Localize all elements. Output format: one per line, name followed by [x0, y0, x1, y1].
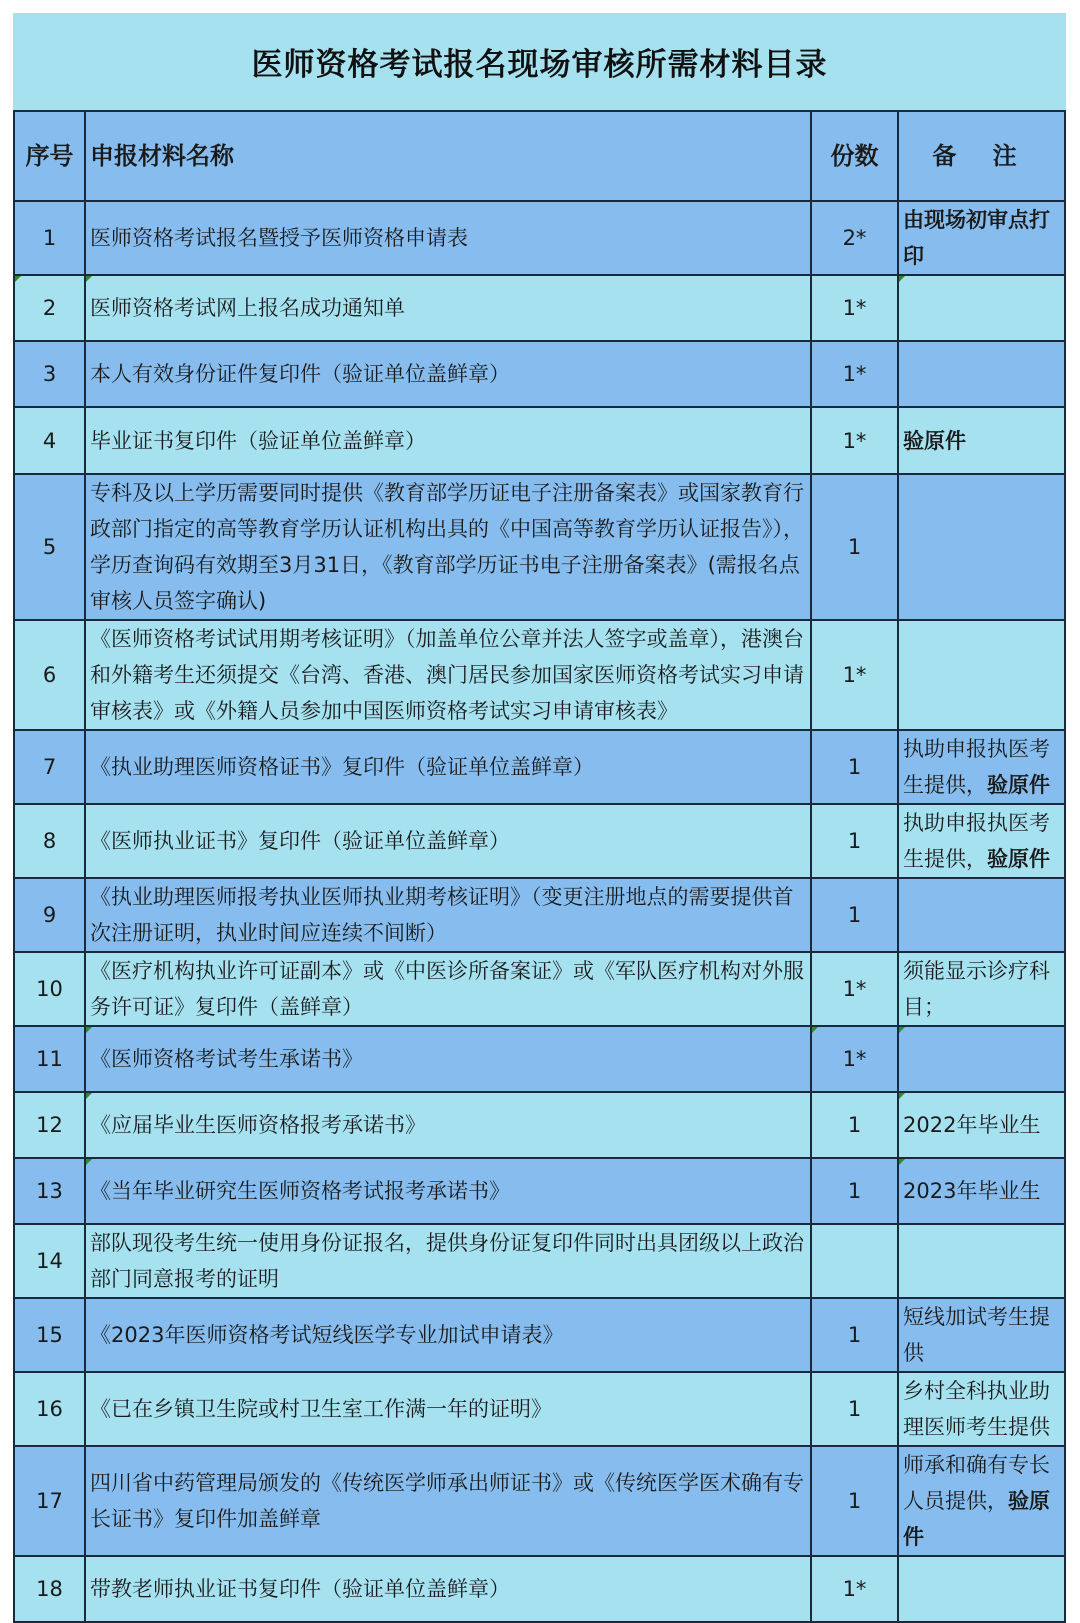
materials-table — [13, 110, 1066, 1623]
material-name-text: 《执业助理医师资格证书》复印件（验证单位盖鲜章） — [90, 755, 594, 779]
copies-count-text: 1* — [842, 663, 867, 687]
table-row — [14, 1158, 1065, 1224]
copies-count-text: 1 — [847, 1179, 862, 1203]
row-number-text: 1 — [42, 226, 57, 250]
copies-count — [811, 804, 898, 878]
copies-count-text: 1* — [842, 1047, 867, 1071]
copies-count — [811, 1092, 898, 1158]
copies-count-text: 1 — [847, 1397, 862, 1421]
remark — [898, 952, 1065, 1026]
row-number — [14, 201, 85, 275]
row-number-text: 2 — [42, 296, 57, 320]
copies-count-text: 1 — [847, 1113, 862, 1137]
material-name — [85, 275, 811, 341]
row-number — [14, 952, 85, 1026]
row-number-text: 5 — [42, 535, 57, 559]
copies-count — [811, 1372, 898, 1446]
material-name — [85, 1158, 811, 1224]
material-name-text: 医师资格考试报名暨授予医师资格申请表 — [90, 226, 468, 250]
remark — [898, 1026, 1065, 1092]
copies-count — [811, 1556, 898, 1622]
row-number-text: 12 — [36, 1113, 63, 1137]
remark — [898, 341, 1065, 407]
remark — [898, 804, 1065, 878]
material-name — [85, 952, 811, 1026]
material-name-text: 《应届毕业生医师资格报考承诺书》 — [90, 1113, 426, 1137]
row-number-text: 9 — [42, 903, 57, 927]
remark — [898, 275, 1065, 341]
material-name — [85, 1026, 811, 1092]
copies-count — [811, 620, 898, 730]
material-name-text: 《2023年医师资格考试短线医学专业加试申请表》 — [90, 1323, 564, 1347]
remark — [898, 1092, 1065, 1158]
material-name-text: 专科及以上学历需要同时提供《教育部学历证电子注册备案表》或国家教育行政部门指定的高等教育学历认证机构出具的《中国高等教育学历认证报告》），学历查询码有效期至3月31日，《教育部学历证书电子注册备案表》(需报名点审核人员签字确认) — [90, 481, 804, 613]
material-name-text: 毕业证书复印件（验证单位盖鲜章） — [90, 428, 426, 453]
table-row — [14, 1224, 1065, 1298]
copies-count-text: 1 — [847, 1323, 862, 1347]
material-name — [85, 1446, 811, 1556]
remark-text: 短线加试考生提供 — [903, 1305, 1050, 1365]
copies-count-text: 2* — [842, 226, 867, 250]
header-note-label: 备 注 — [932, 142, 1031, 170]
remark — [898, 1372, 1065, 1446]
material-name-text: 《执业助理医师报考执业医师执业期考核证明》（变更注册地点的需要提供首次注册证明，执业时间应连续不间断） — [90, 885, 794, 945]
row-number — [14, 1026, 85, 1092]
header-name: 申报材料名称 — [85, 111, 811, 201]
row-number — [14, 730, 85, 804]
copies-count — [811, 730, 898, 804]
table-row — [14, 201, 1065, 275]
remark-emphasis: 验原件 — [987, 773, 1050, 797]
row-number — [14, 1556, 85, 1622]
remark-text: 师承和确有专长人员提供， — [903, 1453, 1050, 1513]
material-name-text: 《医师资格考试试用期考核证明》（加盖单位公章并法人签字或盖章），港澳台和外籍考生还须提交《台湾、香港、澳门居民参加国家医师资格考试实习申请审核表》或《外籍人员参加中国医师资格考试实习申请审核表》 — [90, 627, 804, 723]
row-number-text: 18 — [36, 1577, 63, 1601]
material-name — [85, 804, 811, 878]
copies-count — [811, 407, 898, 474]
material-name — [85, 1298, 811, 1372]
row-number — [14, 474, 85, 620]
row-number — [14, 1298, 85, 1372]
material-name — [85, 730, 811, 804]
table-body — [14, 201, 1065, 1622]
table-row — [14, 1446, 1065, 1556]
remark — [898, 1158, 1065, 1224]
copies-count-text: 1* — [842, 1577, 867, 1601]
table-row — [14, 407, 1065, 474]
row-number — [14, 1446, 85, 1556]
material-name — [85, 878, 811, 952]
copies-count — [811, 1026, 898, 1092]
remark-text: 执助申报执医考生提供， — [903, 811, 1050, 871]
remark — [898, 620, 1065, 730]
copies-count — [811, 474, 898, 620]
remark — [898, 1224, 1065, 1298]
remark — [898, 1556, 1065, 1622]
row-number — [14, 1224, 85, 1298]
material-name — [85, 474, 811, 620]
copies-count — [811, 1224, 898, 1298]
table-row — [14, 878, 1065, 952]
material-name — [85, 1092, 811, 1158]
table-row — [14, 1026, 1065, 1092]
row-number — [14, 407, 85, 474]
table-row — [14, 804, 1065, 878]
row-number-text: 11 — [36, 1047, 63, 1071]
row-number — [14, 804, 85, 878]
row-number — [14, 878, 85, 952]
remark — [898, 474, 1065, 620]
material-name-text: 带教老师执业证书复印件（验证单位盖鲜章） — [90, 1577, 510, 1601]
table-row — [14, 474, 1065, 620]
material-name — [85, 620, 811, 730]
table-row — [14, 730, 1065, 804]
material-name-text: 《已在乡镇卫生院或村卫生室工作满一年的证明》 — [90, 1397, 552, 1421]
material-name — [85, 1556, 811, 1622]
table-row — [14, 952, 1065, 1026]
row-number-text: 7 — [42, 755, 57, 779]
table-row — [14, 341, 1065, 407]
row-number-text: 4 — [42, 428, 57, 453]
material-name-text: 《医师执业证书》复印件（验证单位盖鲜章） — [90, 829, 510, 853]
copies-count — [811, 1158, 898, 1224]
copies-count-text: 1* — [842, 977, 867, 1001]
table-row — [14, 1298, 1065, 1372]
copies-count — [811, 201, 898, 275]
header-qty: 份数 — [811, 111, 898, 201]
row-number — [14, 620, 85, 730]
title-band — [13, 13, 1066, 110]
materials-sheet — [13, 13, 1066, 1623]
row-number — [14, 1092, 85, 1158]
remark-text: 由现场初审点打印 — [903, 208, 1050, 268]
material-name-text: 《医疗机构执业许可证副本》或《中医诊所备案证》或《军队医疗机构对外服务许可证》复印件（盖鲜章） — [90, 959, 804, 1019]
material-name — [85, 201, 811, 275]
material-name-text: 《医师资格考试考生承诺书》 — [90, 1047, 363, 1071]
remark-text: 须能显示诊疗科目； — [903, 959, 1050, 1019]
material-name — [85, 407, 811, 474]
table-row — [14, 1092, 1065, 1158]
remark-emphasis: 验原件 — [903, 1489, 1050, 1549]
table-row — [14, 275, 1065, 341]
remark-text: 执助申报执医考生提供， — [903, 737, 1050, 797]
copies-count-text: 1 — [847, 1489, 862, 1513]
header-no: 序号 — [14, 111, 85, 201]
table-row — [14, 620, 1065, 730]
copies-count-text: 1 — [847, 535, 862, 559]
material-name-text: 本人有效身份证件复印件（验证单位盖鲜章） — [90, 362, 510, 386]
header-note — [898, 111, 1065, 201]
copies-count-text: 1 — [847, 755, 862, 779]
row-number — [14, 1372, 85, 1446]
remark-text: 乡村全科执业助理医师考生提供 — [903, 1379, 1050, 1439]
row-number — [14, 275, 85, 341]
row-number-text: 8 — [42, 829, 57, 853]
copies-count-text: 1* — [842, 362, 867, 386]
copies-count — [811, 1298, 898, 1372]
copies-count — [811, 952, 898, 1026]
copies-count — [811, 1446, 898, 1556]
remark-text: 2022年毕业生 — [903, 1113, 1041, 1137]
remark-text: 验原件 — [903, 428, 966, 453]
row-number-text: 14 — [36, 1249, 63, 1273]
copies-count — [811, 878, 898, 952]
page-title: 医师资格考试报名现场审核所需材料目录 — [251, 47, 828, 83]
remark — [898, 407, 1065, 474]
material-name — [85, 1224, 811, 1298]
table-header-row — [14, 111, 1065, 201]
remark-text: 2023年毕业生 — [903, 1179, 1041, 1203]
material-name — [85, 341, 811, 407]
table-row — [14, 1556, 1065, 1622]
row-number-text: 10 — [36, 977, 63, 1001]
remark — [898, 878, 1065, 952]
copies-count — [811, 341, 898, 407]
row-number-text: 3 — [42, 362, 57, 386]
row-number-text: 15 — [36, 1323, 63, 1347]
row-number-text: 6 — [42, 663, 57, 687]
row-number — [14, 1158, 85, 1224]
row-number-text: 17 — [36, 1489, 63, 1513]
row-number-text: 16 — [36, 1397, 63, 1421]
copies-count-text: 1* — [842, 296, 867, 320]
copies-count — [811, 275, 898, 341]
material-name-text: 四川省中药管理局颁发的《传统医学师承出师证书》或《传统医学医术确有专长证书》复印件加盖鲜章 — [90, 1471, 804, 1531]
material-name-text: 医师资格考试网上报名成功通知单 — [90, 296, 405, 320]
row-number-text: 13 — [36, 1179, 63, 1203]
material-name — [85, 1372, 811, 1446]
remark — [898, 730, 1065, 804]
copies-count-text: 1 — [847, 829, 862, 853]
material-name-text: 部队现役考生统一使用身份证报名，提供身份证复印件同时出具团级以上政治部门同意报考的证明 — [90, 1231, 804, 1291]
copies-count-text: 1 — [847, 903, 862, 927]
remark — [898, 201, 1065, 275]
material-name-text: 《当年毕业研究生医师资格考试报考承诺书》 — [90, 1179, 510, 1203]
remark-emphasis: 验原件 — [987, 847, 1050, 871]
remark — [898, 1298, 1065, 1372]
row-number — [14, 341, 85, 407]
table-row — [14, 1372, 1065, 1446]
copies-count-text: 1* — [842, 428, 867, 453]
remark — [898, 1446, 1065, 1556]
